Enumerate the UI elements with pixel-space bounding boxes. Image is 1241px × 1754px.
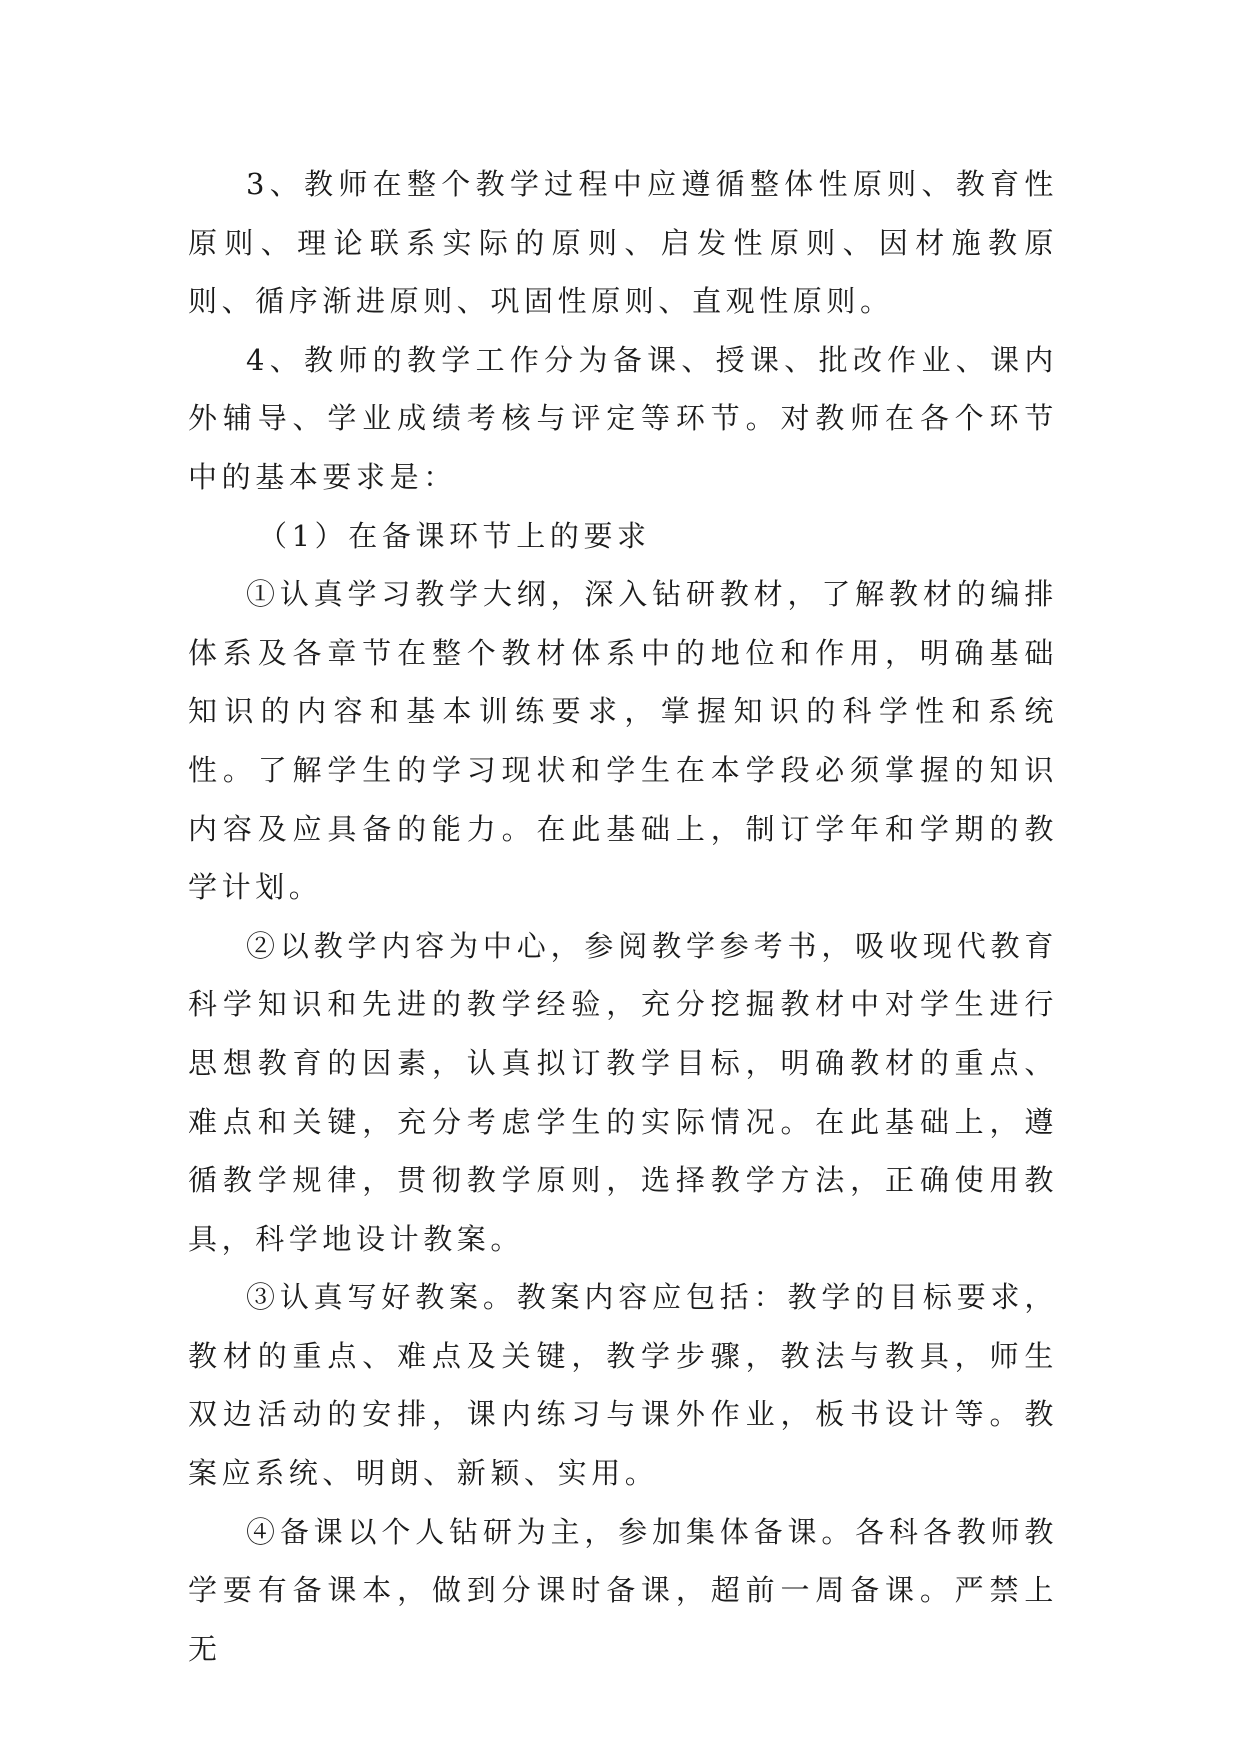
- paragraph-item-4: ④备课以个人钻研为主，参加集体备课。各科各教师教学要有备课本，做到分课时备课，超前一周备课。严禁上无: [188, 1514, 1058, 1666]
- paragraph-teaching-work: 4、教师的教学工作分为备课、授课、批改作业、课内外辅导、学业成绩考核与评定等环节。对教师在各个环节中的基本要求是：: [188, 342, 1058, 494]
- document-body: [188, 155, 1058, 1678]
- paragraph-item-2: ②以教学内容为中心，参阅教学参考书，吸收现代教育科学知识和先进的教学经验，充分挖掘教材中对学生进行思想教育的因素，认真拟订教学目标，明确教材的重点、难点和关键，充分考虑学生的实际情况。在此基础上，遵循教学规律，贯彻教学原则，选择教学方法，正确使用教具，科学地设计教案。: [188, 928, 1058, 1256]
- section-heading-lesson-prep: （1）在备课环节上的要求: [258, 518, 651, 553]
- paragraph-item-3: ③认真写好教案。教案内容应包括：教学的目标要求，教材的重点、难点及关键，教学步骤，教法与教具，师生双边活动的安排，课内练习与课外作业，板书设计等。教案应系统、明朗、新颖、实用。: [188, 1280, 1058, 1491]
- paragraph-principles: 3、教师在整个教学过程中应遵循整体性原则、教育性原则、理论联系实际的原则、启发性原则、因材施教原则、循序渐进原则、巩固性原则、直观性原则。: [188, 167, 1058, 319]
- paragraph-item-1: ①认真学习教学大纲，深入钻研教材，了解教材的编排体系及各章节在整个教材体系中的地位和作用，明确基础知识的内容和基本训练要求，掌握知识的科学性和系统性。了解学生的学习现状和学生在本学段必须掌握的知识内容及应具备的能力。在此基础上，制订学年和学期的教学计划。: [188, 577, 1058, 905]
